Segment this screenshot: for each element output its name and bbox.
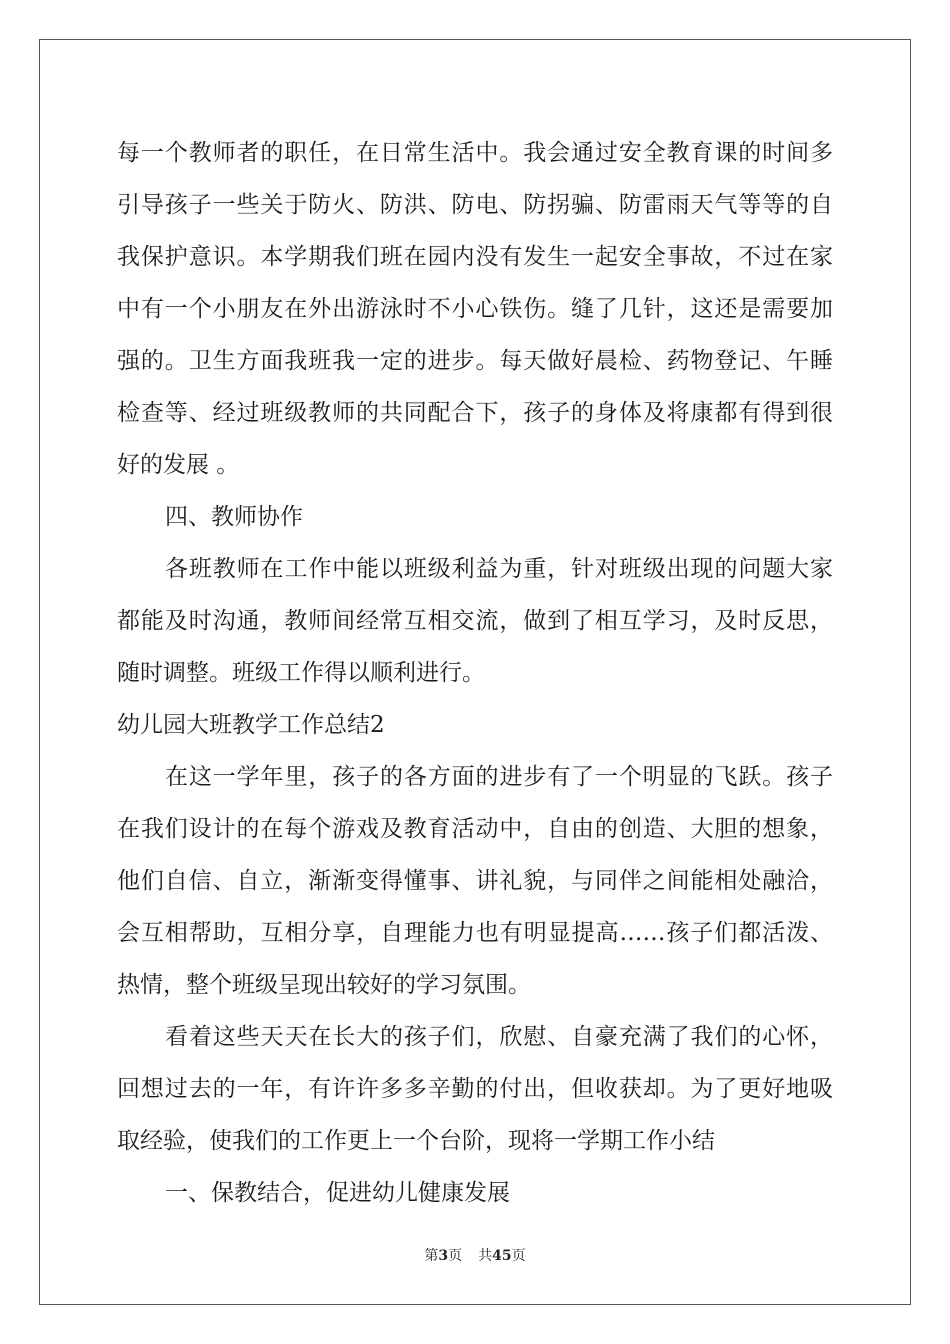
body-line: 中有一个小朋友在外出游泳时不小心铁伤。缝了几针，这还是需要加 <box>117 296 833 322</box>
body-line: 会互相帮助，互相分享，自理能力也有明显提高……孩子们都活泼、 <box>117 920 833 946</box>
page-prefix: 第 <box>424 1248 439 1264</box>
body-line: 每一个教师者的职任，在日常生活中。我会通过安全教育课的时间多 <box>117 140 833 166</box>
body-line: 他们自信、自立，渐渐变得懂事、讲礼貌，与同伴之间能相处融洽， <box>117 868 833 894</box>
section-heading: 四、教师协作 <box>165 504 303 530</box>
page-unit: 页 <box>448 1248 463 1264</box>
page-footer <box>0 1246 950 1266</box>
body-line: 我保护意识。本学期我们班在园内没有发生一起安全事故，不过在家 <box>117 244 833 270</box>
document-body <box>117 127 833 1219</box>
body-line: 回想过去的一年，有许许多多辛勤的付出，但收获却。为了更好地吸 <box>117 1076 833 1102</box>
total-page-count: 45 <box>492 1248 512 1264</box>
body-line: 检查等、经过班级教师的共同配合下，孩子的身体及将康都有得到很 <box>117 400 833 426</box>
body-line: 强的。卫生方面我班我一定的进步。每天做好晨检、药物登记、午睡 <box>117 348 833 374</box>
body-line: 各班教师在工作中能以班级利益为重，针对班级出现的问题大家 <box>165 556 833 582</box>
body-line: 热情，整个班级呈现出较好的学习氛围。 <box>117 972 531 998</box>
section-heading: 一、保教结合，促进幼儿健康发展 <box>165 1180 510 1206</box>
body-line: 看着这些天天在长大的孩子们，欣慰、自豪充满了我们的心怀， <box>165 1024 833 1050</box>
body-line: 随时调整。班级工作得以顺利进行。 <box>117 660 485 686</box>
total-prefix: 共 <box>478 1248 493 1264</box>
article-title: 幼儿园大班教学工作总结2 <box>117 712 385 738</box>
body-line: 在这一学年里，孩子的各方面的进步有了一个明显的飞跃。孩子 <box>165 764 833 790</box>
total-unit: 页 <box>511 1248 526 1264</box>
body-line: 好的发展 。 <box>117 452 240 478</box>
current-page-number: 3 <box>438 1248 449 1264</box>
body-line: 在我们设计的在每个游戏及教育活动中，自由的创造、大胆的想象， <box>117 816 833 842</box>
body-line: 都能及时沟通，教师间经常互相交流，做到了相互学习，及时反思， <box>117 608 833 634</box>
body-line: 取经验，使我们的工作更上一个台阶，现将一学期工作小结 <box>117 1128 715 1154</box>
body-line: 引导孩子一些关于防火、防洪、防电、防拐骗、防雷雨天气等等的自 <box>117 192 833 218</box>
